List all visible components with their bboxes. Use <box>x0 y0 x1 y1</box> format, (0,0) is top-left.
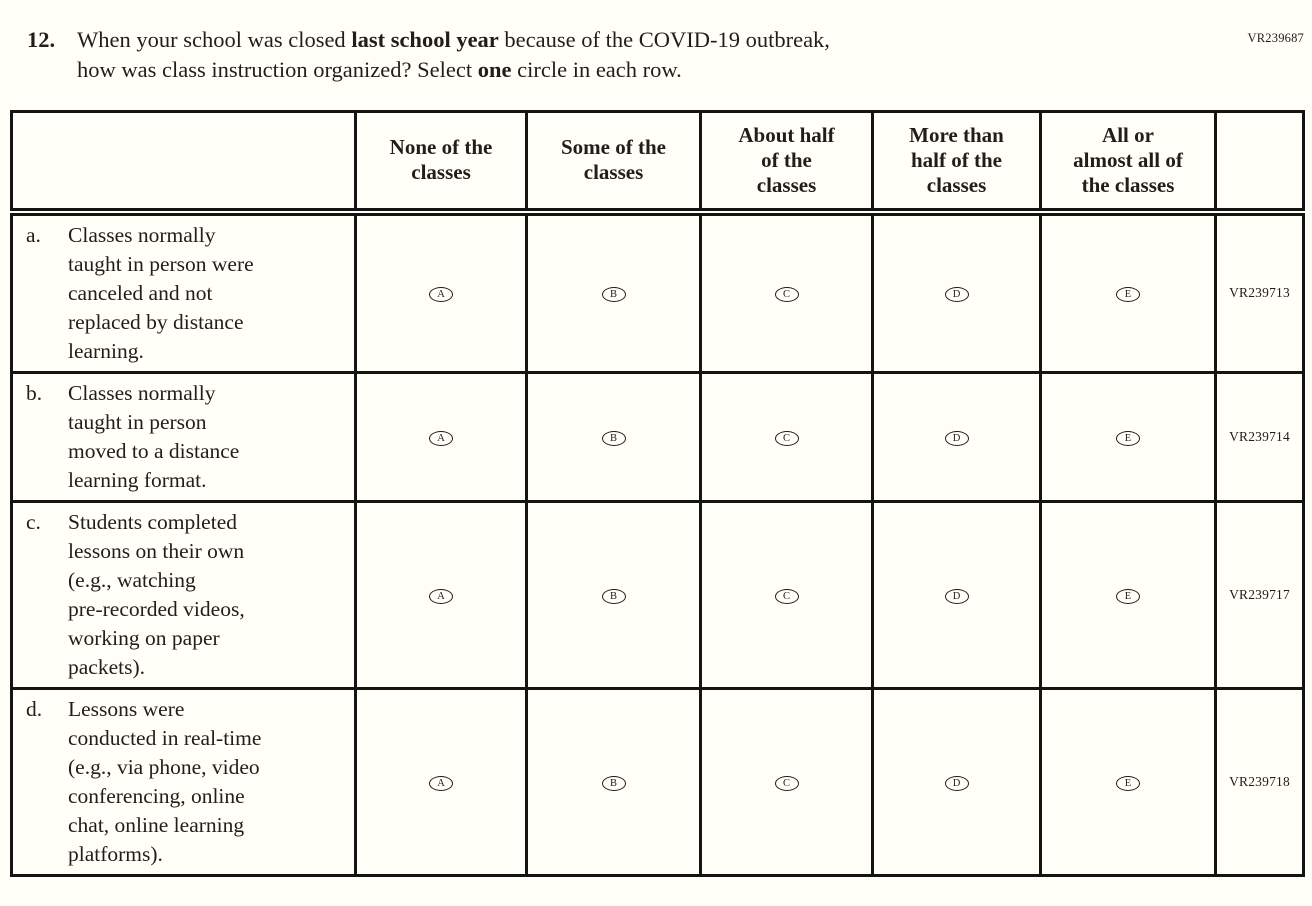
row-b-cell-some <box>527 372 701 501</box>
row-c-text-line: packets). <box>68 654 146 679</box>
question-seg-4: circle in each row. <box>517 57 682 82</box>
question-bold-last-school-year: last school year <box>351 27 499 52</box>
row-a-text-line: Classes normally <box>68 222 216 247</box>
row-b-text-line: learning format. <box>68 467 207 492</box>
row-d-cell-all <box>1041 688 1216 875</box>
row-a-text-line: replaced by distance <box>68 309 244 334</box>
question-text <box>77 25 830 85</box>
table-row-b <box>12 372 1304 501</box>
table-row-c <box>12 501 1304 688</box>
row-b-option-B[interactable]: B <box>602 431 626 446</box>
row-d-text-line: conducted in real-time <box>68 725 262 750</box>
row-b-text-line: taught in person <box>68 409 207 434</box>
row-c-letter: c. <box>26 509 41 534</box>
header-line: classes <box>583 160 644 185</box>
header-line: of the <box>761 147 812 172</box>
question-seg-3: how was class instruction organized? Select <box>77 57 473 82</box>
header-line: Some of the <box>561 135 666 160</box>
row-d-option-B[interactable]: B <box>602 776 626 791</box>
header-line: the classes <box>1081 172 1175 197</box>
row-a-text-line: taught in person were <box>68 251 254 276</box>
row-c-option-B[interactable]: B <box>602 589 626 604</box>
row-b-option-E[interactable]: E <box>1116 431 1140 446</box>
header-line: half of the <box>911 147 1002 172</box>
row-b-option-D[interactable]: D <box>945 431 969 446</box>
row-b-cell-more-than-half <box>873 372 1041 501</box>
row-a-option-B[interactable]: B <box>602 287 626 302</box>
header-line: All or <box>1102 122 1154 147</box>
row-c-option-A[interactable]: A <box>429 589 453 604</box>
row-d-option-A[interactable]: A <box>429 776 453 791</box>
row-a-cell-all <box>1041 212 1216 373</box>
row-d-text-line: conferencing, online <box>68 783 245 808</box>
row-a-text-line: learning. <box>68 338 144 363</box>
row-d-cell-some <box>527 688 701 875</box>
row-c-option-D[interactable]: D <box>945 589 969 604</box>
row-b-text-line: moved to a distance <box>68 438 240 463</box>
row-c-text-line: working on paper <box>68 625 220 650</box>
row-d-code: VR239718 <box>1216 688 1304 875</box>
row-d-cell-about-half <box>701 688 873 875</box>
row-c-cell-more-than-half <box>873 501 1041 688</box>
row-c-code: VR239717 <box>1216 501 1304 688</box>
row-c-text-line: (e.g., watching <box>68 567 196 592</box>
header-line: classes <box>411 160 471 185</box>
row-d-text-line: chat, online learning <box>68 812 245 837</box>
row-d-cell-more-than-half <box>873 688 1041 875</box>
row-c-text-line: Students completed <box>68 509 237 534</box>
row-a-cell-none <box>356 212 527 373</box>
table-row-a <box>12 212 1304 373</box>
header-row <box>12 112 1304 212</box>
row-a-option-A[interactable]: A <box>429 287 453 302</box>
row-a-text-line: canceled and not <box>68 280 213 305</box>
row-b-statement <box>12 372 356 501</box>
row-d-text-line: (e.g., via phone, video <box>68 754 260 779</box>
question <box>27 25 1312 85</box>
row-a-letter: a. <box>26 222 41 247</box>
row-a-option-E[interactable]: E <box>1116 287 1140 302</box>
row-c-option-C[interactable]: C <box>775 589 799 604</box>
row-d-option-C[interactable]: C <box>775 776 799 791</box>
row-c-statement <box>12 501 356 688</box>
row-d-text-line: Lessons were <box>68 696 185 721</box>
row-c-option-E[interactable]: E <box>1116 589 1140 604</box>
row-c-text-line: lessons on their own <box>68 538 245 563</box>
col-header-about-half-of-the-classes <box>701 112 873 212</box>
header-line: classes <box>926 172 987 197</box>
row-a-cell-some <box>527 212 701 373</box>
header-line: None of the <box>389 135 493 160</box>
row-b-cell-all <box>1041 372 1216 501</box>
question-bold-one: one <box>477 57 512 82</box>
col-header-all-or-almost-all-of-the-classes <box>1041 112 1216 212</box>
row-a-statement <box>12 212 356 373</box>
row-c-text-line: pre-recorded videos, <box>68 596 245 621</box>
row-b-text-line: Classes normally <box>68 380 216 405</box>
question-number: 12. <box>27 27 56 52</box>
header-line: About half <box>738 122 835 147</box>
row-b-cell-about-half <box>701 372 873 501</box>
row-d-option-E[interactable]: E <box>1116 776 1140 791</box>
row-d-text-line: platforms). <box>68 841 163 866</box>
header-line: classes <box>756 172 817 197</box>
row-d-letter: d. <box>26 696 43 721</box>
row-a-code: VR239713 <box>1216 212 1304 373</box>
row-c-cell-none <box>356 501 527 688</box>
form-code: VR239687 <box>1247 31 1304 45</box>
col-header-more-than-half-of-the-classes <box>873 112 1041 212</box>
col-header-code-empty <box>1216 112 1304 212</box>
response-grid <box>10 110 1305 877</box>
row-b-cell-none <box>356 372 527 501</box>
row-c-cell-about-half <box>701 501 873 688</box>
header-line: almost all of <box>1073 147 1183 172</box>
row-d-cell-none <box>356 688 527 875</box>
row-d-statement <box>12 688 356 875</box>
questionnaire-page <box>0 25 1312 877</box>
row-b-letter: b. <box>26 380 43 405</box>
row-b-code: VR239714 <box>1216 372 1304 501</box>
header-line: More than <box>909 122 1004 147</box>
question-seg-1: When your school was closed <box>77 27 346 52</box>
col-header-some-of-the-classes <box>527 112 701 212</box>
col-header-none-of-the-classes <box>356 112 527 212</box>
row-b-option-C[interactable]: C <box>775 431 799 446</box>
row-c-cell-some <box>527 501 701 688</box>
col-header-statement-empty <box>12 112 356 212</box>
row-a-cell-about-half <box>701 212 873 373</box>
row-a-cell-more-than-half <box>873 212 1041 373</box>
row-b-option-A[interactable]: A <box>429 431 453 446</box>
row-c-cell-all <box>1041 501 1216 688</box>
row-d-option-D[interactable]: D <box>945 776 969 791</box>
row-a-option-C[interactable]: C <box>775 287 799 302</box>
row-a-option-D[interactable]: D <box>945 287 969 302</box>
question-seg-2: because of the COVID-19 outbreak, <box>504 27 830 52</box>
table-row-d <box>12 688 1304 875</box>
